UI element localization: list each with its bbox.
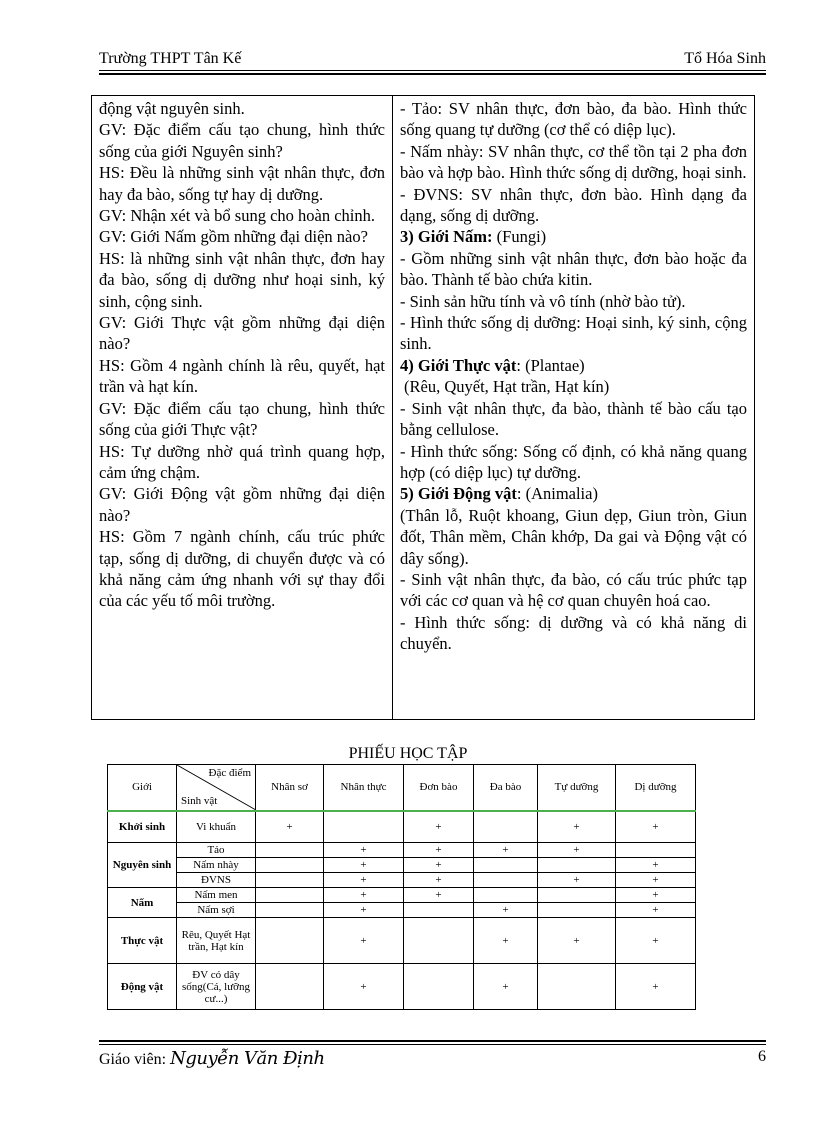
mark-cell: + [538,918,616,964]
header-diagonal-cell [177,765,256,811]
table-row [108,918,696,964]
header-col: Dị dưỡng [616,765,696,811]
header-col: Nhân sơ [256,765,324,811]
left-paragraph: GV: Giới Nấm gồm những đại diện nào? [99,227,368,247]
plant-heading-text: 4) Giới Thực vật [400,355,517,375]
mark-cell: + [404,858,474,873]
school-name: Trường THPT Tân Kế [99,50,242,67]
mark-cell [256,918,324,964]
organism-cell: Nấm sợi [177,903,256,918]
plant-latin: : (Plantae) [516,355,585,375]
mark-cell: + [324,903,404,918]
content-column [393,96,755,720]
department-name: Tổ Hóa Sinh [684,50,766,67]
mark-cell [256,964,324,1010]
mark-cell [404,903,474,918]
organism-cell: Tảo [177,843,256,858]
plant-heading [400,355,747,376]
plant-paragraph: - Sinh vật nhân thực, đa bào, thành tế bào cấu tạo bằng cellulose. [400,398,747,440]
lesson-table [91,95,755,720]
mark-cell: + [474,903,538,918]
organism-cell: Nấm nhày [177,858,256,873]
mark-cell [256,888,324,903]
fungi-heading-text: 3) Giới Nấm: [400,227,493,247]
mark-cell [404,964,474,1010]
mark-cell [538,888,616,903]
plant-paragraph: - Hình thức sống: Sống cố định, có khả năng quang hợp (có diệp lục) tự dưỡng. [400,441,747,482]
left-paragraph: GV: Giới Động vật gồm những đại diện nào? [99,484,385,525]
header-col: Nhân thực [324,765,404,811]
mark-cell [324,811,404,843]
mark-cell [474,888,538,903]
table-row [108,843,696,858]
header-rule-thick [99,73,766,75]
fungi-paragraph: - Gồm những sinh vật nhân thực, đơn bào hoặc đa bào. Thành tế bào chứa kitin. [400,248,747,290]
animal-paragraph: - Sinh vật nhân thực, đa bào, có cấu trúc phức tạp với các cơ quan và hệ cơ quan chuyên hoá cao. [400,569,747,611]
table-row [108,811,696,843]
header-sinh-vat: Sinh vật [181,794,218,807]
mark-cell: + [324,858,404,873]
worksheet-title: PHIẾU HỌC TẬP [348,745,468,762]
mark-cell: + [474,843,538,858]
mark-cell [256,873,324,888]
mark-cell: + [474,964,538,1010]
animal-latin: : (Animalia) [516,484,598,504]
mark-cell: + [538,811,616,843]
mark-cell: + [324,873,404,888]
table-row [108,903,696,918]
mark-cell [404,918,474,964]
animal-paragraph: - Hình thức sống: dị dưỡng và có khả năng di chuyển. [400,612,747,654]
mark-cell [538,858,616,873]
fungi-latin: (Fungi) [492,227,547,247]
teacher-line [99,1048,325,1069]
teacher-signature: Nguyễn Văn Định [170,1048,325,1069]
left-paragraph: GV: Nhận xét và bổ sung cho hoàn chỉnh. [99,206,376,226]
organism-cell: ĐVNS [177,873,256,888]
kingdom-cell: Khởi sinh [108,811,177,843]
mark-cell [474,858,538,873]
fungi-paragraph: - Sinh sản hữu tính và vô tính (nhờ bào tử). [400,291,686,311]
animal-heading-text: 5) Giới Động vật [400,484,517,504]
mark-cell: + [474,918,538,964]
mark-cell: + [324,964,404,1010]
table-row [108,888,696,903]
fungi-paragraph: - Hình thức sống dị dưỡng: Hoại sinh, ký sinh, cộng sinh. [400,313,747,354]
left-paragraph: GV: Đặc điểm cấu tạo chung, hình thức sống của giới Nguyên sinh? [99,120,385,161]
mark-cell [256,858,324,873]
plant-groups: (Rêu, Quyết, Hạt trần, Hạt kín) [404,377,610,397]
mark-cell: + [616,918,696,964]
kingdom-cell: Nấm [108,888,177,918]
page-number: 6 [758,1048,766,1065]
organism-cell: Rêu, Quyết Hạt trần, Hạt kín [177,918,256,964]
mark-cell: + [256,811,324,843]
header-gioi: Giới [108,765,177,811]
mark-cell: + [616,903,696,918]
kingdom-cell: Nguyên sinh [108,843,177,888]
table-row [108,964,696,1010]
teacher-label: Giáo viên: [99,1051,167,1068]
mark-cell: + [538,843,616,858]
mark-cell: + [616,858,696,873]
mark-cell: + [404,811,474,843]
organism-cell: Nấm men [177,888,256,903]
header-rule [99,70,766,71]
header-col: Tự dưỡng [538,765,616,811]
mark-cell: + [404,843,474,858]
left-paragraph: GV: Đặc điểm cấu tạo chung, hình thức sống của giới Thực vật? [99,398,385,440]
left-paragraph: HS: Tự dưỡng nhờ quá trình quang hợp, cảm ứng chậm. [99,441,385,482]
fungi-heading [400,226,747,247]
mark-cell: + [616,811,696,843]
organism-cell: ĐV có dây sống(Cá, lưỡng cư...) [177,964,256,1010]
nam-nhay-paragraph: - Nấm nhày: SV nhân thực, cơ thể tồn tại 2 pha đơn bào và hợp bào. Hình thức sống dị dưỡng, hoại sinh. [400,141,747,183]
mark-cell [474,873,538,888]
mark-cell: + [616,964,696,1010]
teacher-student-column [92,96,393,720]
left-paragraph: HS: là những sinh vật nhân thực, đơn hay đa bào, sống dị dưỡng như hoại sinh, ký sinh, cộng sinh. [99,248,385,311]
mark-cell: + [404,888,474,903]
left-paragraph: HS: Đều là những sinh vật nhân thực, đơn hay đa bào, sống tự hay dị dưỡng. [99,163,385,204]
mark-cell [616,843,696,858]
left-paragraph: GV: Giới Thực vật gồm những đại diện nào? [99,313,385,354]
header-col: Đơn bào [404,765,474,811]
mark-cell [256,843,324,858]
dvns-paragraph: - ĐVNS: SV nhân thực, đơn bào. Hình dạng đa dạng, sống dị dưỡng. [400,184,747,226]
mark-cell [474,811,538,843]
page-header [99,50,766,74]
animal-groups: (Thân lỗ, Ruột khoang, Giun dẹp, Giun tròn, Giun đốt, Thân mềm, Chân khớp, Da gai và Động vật có dây sống). [400,505,747,568]
mark-cell [538,964,616,1010]
table-row [108,858,696,873]
tao-paragraph: - Tảo: SV nhân thực, đơn bào, đa bào. Hình thức sống quang tự dưỡng (cơ thể có diệp lục). [400,99,747,140]
kingdom-cell: Thực vật [108,918,177,964]
mark-cell: + [324,918,404,964]
mark-cell: + [324,843,404,858]
worksheet-table [107,764,696,1010]
left-paragraph: động vật nguyên sinh. [99,99,245,118]
mark-cell: + [616,888,696,903]
animal-heading [400,483,747,504]
footer-rule-thick [99,1040,766,1042]
organism-cell: Vi khuẩn [177,811,256,843]
left-paragraph: HS: Gồm 4 ngành chính là rêu, quyết, hạt trần và hạt kín. [99,355,385,397]
page-footer [99,1040,766,1070]
mark-cell: + [538,873,616,888]
footer-rule [99,1044,766,1045]
kingdom-cell: Động vật [108,964,177,1010]
mark-cell [538,903,616,918]
mark-cell: + [324,888,404,903]
table-row [108,873,696,888]
mark-cell: + [404,873,474,888]
mark-cell [256,903,324,918]
header-col: Đa bào [474,765,538,811]
mark-cell: + [616,873,696,888]
header-dac-diem: Đặc điểm [208,767,251,779]
left-paragraph: HS: Gồm 7 ngành chính, cấu trúc phức tạp, sống dị dưỡng, di chuyển được và có khả năng cảm ứng nhanh với sự thay đổi của các yếu tố môi trường. [99,527,385,611]
